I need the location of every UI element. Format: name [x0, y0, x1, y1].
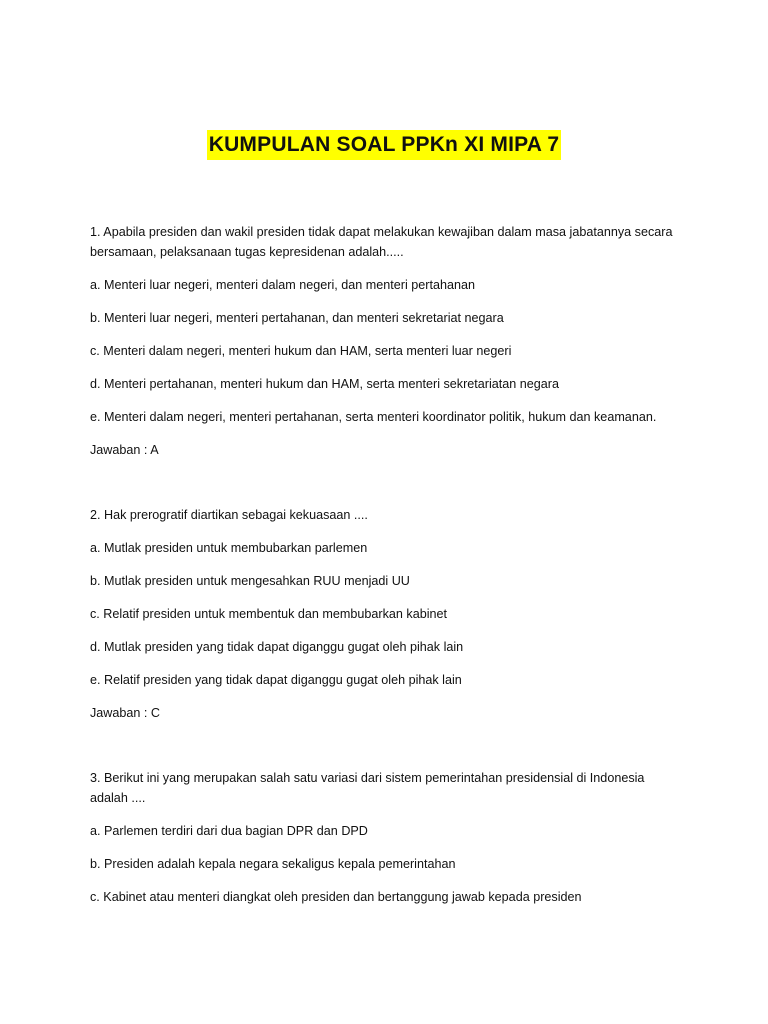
answer-text: Jawaban : C: [90, 706, 161, 720]
document-title: KUMPULAN SOAL PPKn XI MIPA 7: [207, 130, 562, 160]
question-stem: [90, 505, 690, 525]
question-stem: [90, 768, 690, 808]
question-2: [90, 505, 690, 723]
answer-text: Jawaban : A: [90, 443, 159, 457]
option-e: e. Relatif presiden yang tidak dapat diganggu gugat oleh pihak lain: [90, 673, 462, 687]
option-c: c. Relatif presiden untuk membentuk dan membubarkan kabinet: [90, 607, 448, 621]
option-c: c. Kabinet atau menteri diangkat oleh presiden dan bertanggung jawab kepada presiden: [90, 890, 582, 904]
option-d: d. Menteri pertahanan, menteri hukum dan HAM, serta menteri sekretariatan negara: [90, 377, 560, 391]
question-list: [90, 222, 690, 920]
option-e: e. Menteri dalam negeri, menteri pertahanan, serta menteri koordinator politik, hukum dan keamanan.: [90, 410, 657, 424]
stem-line: bersamaan, pelaksanaan tugas kepresidenan adalah.....: [90, 245, 404, 259]
stem-line: 2. Hak prerogratif diartikan sebagai kekuasaan ....: [90, 508, 368, 522]
option-b: b. Presiden adalah kepala negara sekaligus kepala pemerintahan: [90, 857, 456, 871]
title-container: [0, 130, 768, 160]
option-d: d. Mutlak presiden yang tidak dapat diganggu gugat oleh pihak lain: [90, 640, 464, 654]
option-a: a. Mutlak presiden untuk membubarkan parlemen: [90, 541, 368, 555]
stem-line: 1. Apabila presiden dan wakil presiden tidak dapat melakukan kewajiban dalam masa jabatannya secara: [90, 225, 673, 239]
question-stem: [90, 222, 690, 262]
stem-line: 3. Berikut ini yang merupakan salah satu variasi dari sistem pemerintahan presidensial di Indonesia: [90, 771, 645, 785]
option-a: a. Parlemen terdiri dari dua bagian DPR dan DPD: [90, 824, 368, 838]
question-1: [90, 222, 690, 460]
option-b: b. Mutlak presiden untuk mengesahkan RUU menjadi UU: [90, 574, 410, 588]
stem-line: adalah ....: [90, 791, 146, 805]
option-a: a. Menteri luar negeri, menteri dalam negeri, dan menteri pertahanan: [90, 278, 476, 292]
option-b: b. Menteri luar negeri, menteri pertahanan, dan menteri sekretariat negara: [90, 311, 504, 325]
option-c: c. Menteri dalam negeri, menteri hukum dan HAM, serta menteri luar negeri: [90, 344, 512, 358]
question-3: [90, 768, 690, 907]
